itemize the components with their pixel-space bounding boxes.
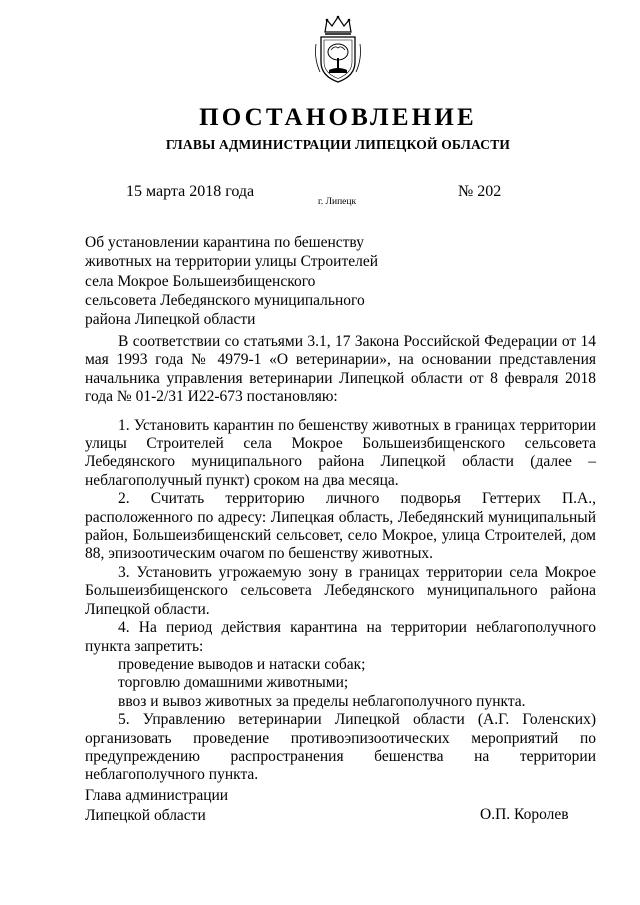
topic-line: Об установлении карантина по бешенству	[85, 234, 364, 251]
signatory-name: О.П. Королев	[480, 806, 569, 823]
topic-line: животных на территории улицы Строителей	[85, 253, 379, 271]
prohibition-item: торговлю домашними животными;	[118, 674, 349, 692]
topic-line: села Мокрое Большеизбищенского	[85, 272, 316, 290]
document-topic	[85, 233, 395, 329]
issuer-subtitle: ГЛАВЫ АДМИНИСТРАЦИИ ЛИПЕЦКОЙ ОБЛАСТИ	[165, 137, 511, 152]
document-title: ПОСТАНОВЛЕНИЕ	[199, 104, 477, 131]
position-line: Глава администрации	[85, 787, 229, 804]
clause-3: 3. Установить угрожаемую зону в границах территории села Мокрое Большеизбищенского сельсовета Лебедянского муниципального района Липецкой области.	[85, 563, 596, 618]
document-city: г. Липецк	[318, 197, 357, 207]
clause-2: 2. Считать территорию личного подворья Геттерих П.А., расположенного по адресу: Липецкая область, Лебедянский муниципальный район, Большеизбищенский сельсовет, село Мокрое, улица Строителей, дом 88, эпизоотическим очагом по бешенству животных.	[85, 490, 596, 563]
prohibition-item: ввоз и вывоз животных за пределы неблагополучного пункта.	[118, 692, 526, 710]
clause-1: 1. Установить карантин по бешенству животных в границах территории улицы Строителей села Мокрое Большеизбищенского сельсовета Лебедянского муниципального района Липецкой области (далее – неблагополучный пункт) сроком на два месяца.	[85, 416, 596, 489]
prohibition-item: проведение выводов и натаски собак;	[118, 655, 366, 673]
topic-line: района Липецкой области	[85, 311, 256, 329]
topic-line: сельсовета Лебедянского муниципального	[85, 291, 365, 309]
lipetsk-coat-of-arms-icon	[313, 14, 363, 86]
clause-4: 4. На период действия карантина на территории неблагополучного пункта запретить:	[85, 619, 596, 655]
position-line: Липецкой области	[85, 807, 206, 824]
document-body	[85, 333, 596, 785]
preamble-paragraph: В соответствии со статьями 3.1, 17 Закона Российской Федерации от 14 мая 1993 года № 4979-1 «О ветеринарии», на основании представления начальника управления ветеринарии Липецкой области от 8 февраля 2018 года № 01-2/31 И22-673 постановляю:	[85, 333, 596, 406]
document-number: № 202	[458, 183, 502, 200]
signatory-position	[85, 786, 228, 826]
document-date: 15 марта 2018 года	[126, 183, 255, 200]
clause-5: 5. Управлению ветеринарии Липецкой области (А.Г. Голенских) организовать проведение противоэпизоотических мероприятий по предупреждению распространения бешенства на территории неблагополучного пункта.	[85, 711, 596, 784]
